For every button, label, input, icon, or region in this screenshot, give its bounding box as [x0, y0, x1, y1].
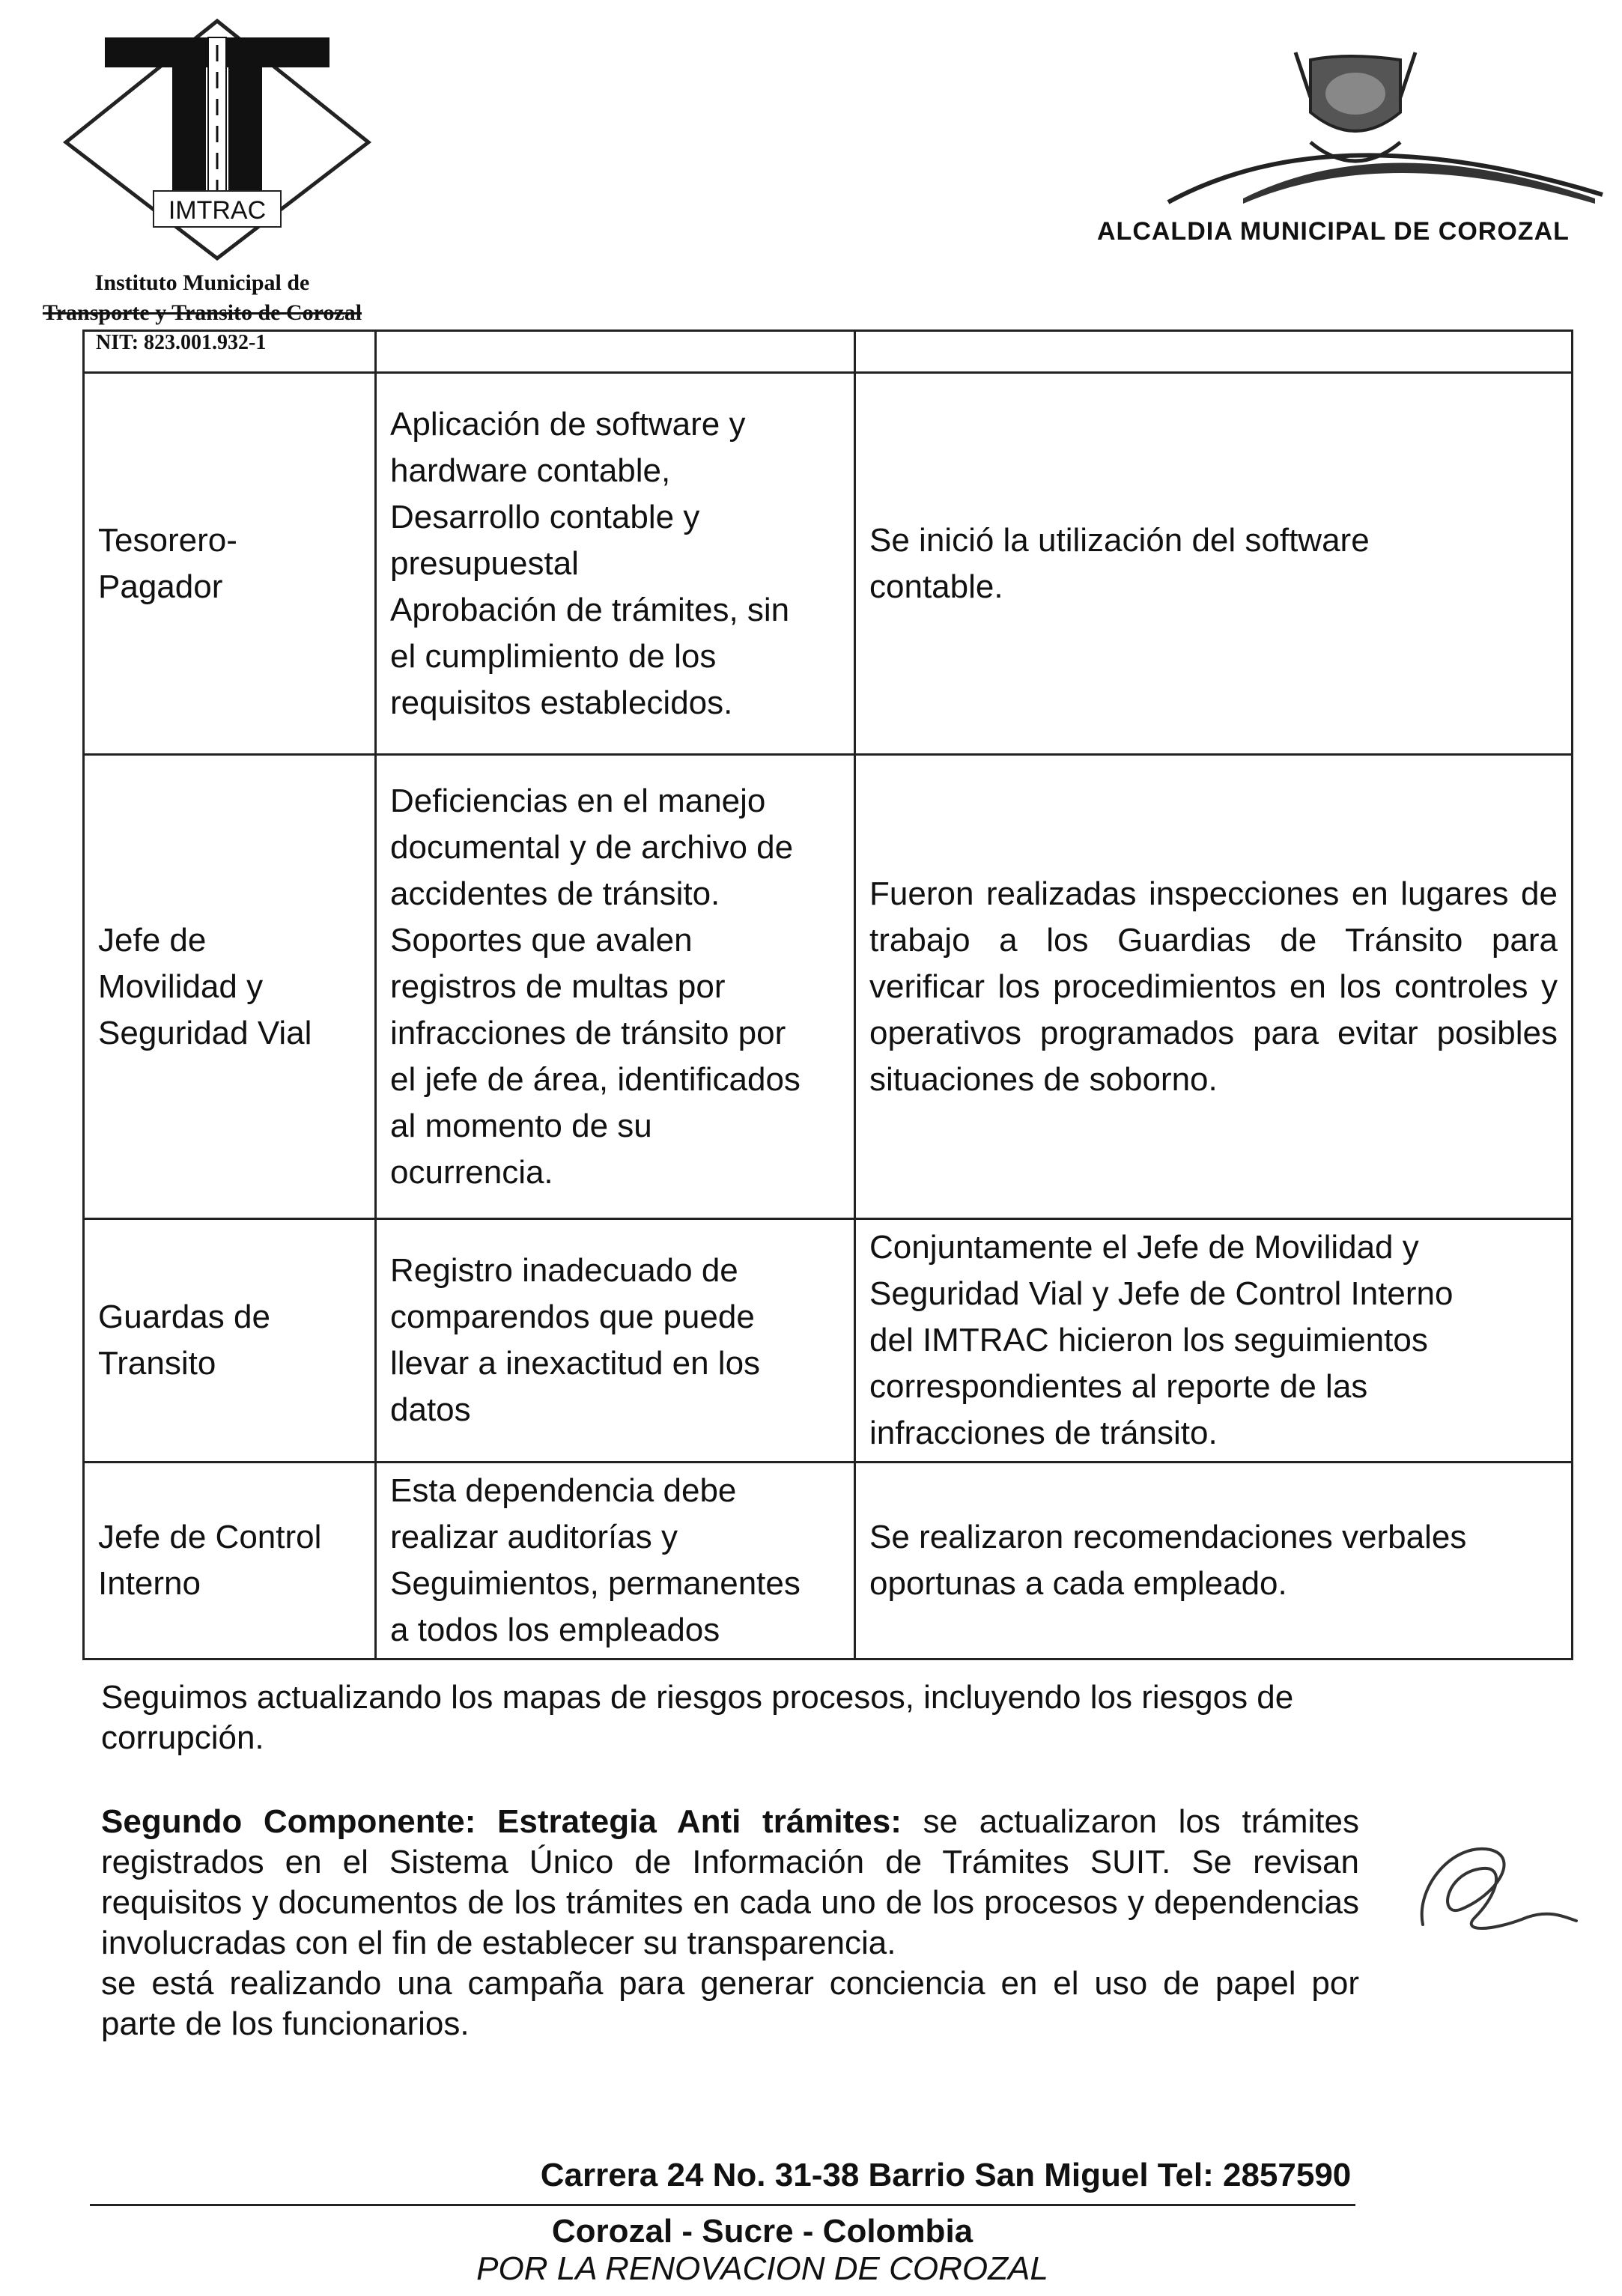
role-cell: Guardas de Transito — [84, 1219, 376, 1463]
table-row — [84, 373, 1573, 755]
action-cell: Se realizaron recomendaciones verbales oportunas a cada empleado. — [855, 1463, 1573, 1659]
risk-cell: Deficiencias en el manejo documental y de archivo de accidentes de tránsito. Soportes que avalen registros de multas por infracciones de tránsito por el jefe de área, identificados al momento de su ocurrencia. — [376, 755, 855, 1219]
table-row — [84, 755, 1573, 1219]
action-cell: Fueron realizadas inspecciones en lugares de trabajo a los Guardias de Tránsito para verificar los procedimientos en los controles y operativos programados para evitar posibles situaciones de soborno. — [855, 755, 1573, 1219]
institute-name-line1: Instituto Municipal de — [94, 270, 310, 295]
section-text: se actualizaron los trámites registrados en el Sistema Único de Información de Trámites SUIT. Se revisan requisitos y documentos de los trámites en cada uno de los procesos y dependencias involucradas con el fin de establecer su transparencia. — [101, 1803, 1359, 1961]
table-cell — [84, 331, 376, 373]
action-cell: Se inició la utilización del software contable. — [855, 373, 1573, 755]
imtrac-logo — [60, 15, 374, 262]
paragraph-risk-maps: Seguimos actualizando los mapas de riesgos procesos, incluyendo los riesgos de corrupción. — [101, 1679, 1294, 1756]
institute-name — [0, 268, 404, 328]
signature-icon — [1408, 1827, 1595, 1947]
table-row — [84, 1463, 1573, 1659]
alcaldia-seal-icon — [1138, 30, 1618, 232]
paragraph-anti-tramites — [101, 1802, 1359, 2044]
footer-address: Carrera 24 No. 31-38 Barrio San Miguel Tel: 2857590 — [540, 2157, 1352, 2193]
alcaldia-title: ALCALDIA MUNICIPAL DE COROZAL — [1097, 217, 1570, 246]
risk-cell: Aplicación de software y hardware contable, Desarrollo contable y presupuestal Aprobación de trámites, sin el cumplimiento de los requisitos establecidos. — [376, 373, 855, 755]
table-row — [84, 1219, 1573, 1463]
role-cell: Tesorero- Pagador — [84, 373, 376, 755]
institute-name-line2: Transporte y Transito de Corozal — [42, 300, 362, 325]
role-cell: Jefe de Movilidad y Seguridad Vial — [84, 755, 376, 1219]
footer-divider — [90, 2204, 1355, 2206]
nit-number: NIT: 823.001.932-1 — [96, 331, 267, 354]
table-cell — [376, 331, 855, 373]
footer-slogan: POR LA RENOVACION DE COROZAL — [476, 2250, 1048, 2287]
table-row — [84, 331, 1573, 373]
risk-cell: Esta dependencia debe realizar auditorías y Seguimientos, permanentes a todos los empleados — [376, 1463, 855, 1659]
table-cell — [855, 331, 1573, 373]
risk-table — [82, 329, 1573, 1660]
section-heading: Segundo Componente: Estrategia Anti trámites: — [101, 1803, 902, 1840]
footer-location: Corozal - Sucre - Colombia — [551, 2213, 973, 2250]
paragraph-paper-campaign: se está realizando una campaña para generar conciencia en el uso de papel por parte de los funcionarios. — [101, 1965, 1359, 2042]
risk-cell: Registro inadecuado de comparendos que puede llevar a inexactitud en los datos — [376, 1219, 855, 1463]
role-cell: Jefe de Control Interno — [84, 1463, 376, 1659]
action-cell: Conjuntamente el Jefe de Movilidad y Seguridad Vial y Jefe de Control Interno del IMTRAC hicieron los seguimientos correspondientes al reporte de las infracciones de tránsito. — [855, 1219, 1573, 1463]
logo-text: IMTRAC — [168, 196, 267, 225]
